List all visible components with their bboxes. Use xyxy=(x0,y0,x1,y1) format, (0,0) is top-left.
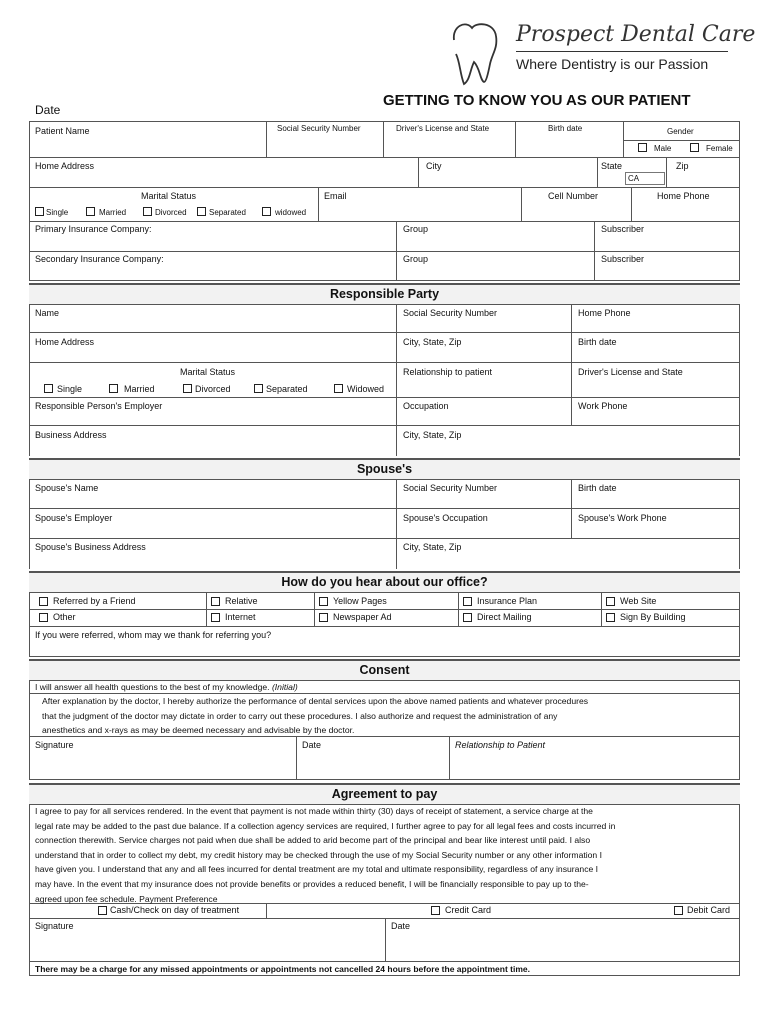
spouse-birth-label: Birth date xyxy=(578,483,617,493)
male-checkbox[interactable] xyxy=(638,143,647,152)
primary-insurance-label: Primary Insurance Company: xyxy=(35,224,152,234)
widowed-checkbox[interactable] xyxy=(262,207,271,216)
sign-building-checkbox[interactable] xyxy=(606,613,615,622)
col-divider xyxy=(521,187,522,221)
col-divider xyxy=(396,221,397,281)
referred-friend-checkbox[interactable] xyxy=(39,597,48,606)
widowed-label: widowed xyxy=(275,208,307,217)
agreement-date-label: Date xyxy=(391,921,411,931)
male-label: Male xyxy=(654,144,672,153)
responsible-party-header xyxy=(29,283,740,305)
spouse-title: Spouse's xyxy=(356,462,413,476)
agreement-signature-label: Signature xyxy=(35,921,74,931)
row-divider xyxy=(29,397,740,398)
row-divider xyxy=(29,187,740,188)
rp-divorced-checkbox[interactable] xyxy=(183,384,192,393)
row-divider xyxy=(29,251,740,252)
agreement-line: have given you. I understand that any and all fees incurred for dental treatment are my total and ultimate responsibility, regardless of any insurance I xyxy=(35,864,599,875)
rp-license-label: Driver's License and State xyxy=(578,367,683,377)
yellow-pages-label: Yellow Pages xyxy=(333,596,387,606)
col-divider xyxy=(623,121,624,157)
insurance-plan-checkbox[interactable] xyxy=(463,597,472,606)
web-site-checkbox[interactable] xyxy=(606,597,615,606)
gender-divider xyxy=(623,140,740,141)
consent-paragraph xyxy=(42,694,726,738)
other-checkbox[interactable] xyxy=(39,613,48,622)
agreement-line: legal rate may be added to the past due balance. If a collection agency services are required, I further agree to pay for all legal fees and costs incurred in xyxy=(35,820,616,831)
agreement-line: may have. In the event that my insurance does not provide benefits or provides a reduced benefit, I will be financially responsible to pay up to the- xyxy=(35,878,589,889)
patient-name-label: Patient Name xyxy=(35,126,90,136)
consent-initial-text: (Initial) xyxy=(271,682,298,692)
col-divider xyxy=(601,592,602,626)
relative-label: Relative xyxy=(225,596,258,606)
rp-city-label: City, State, Zip xyxy=(403,337,462,347)
col-divider xyxy=(396,304,397,456)
consent-header xyxy=(29,659,740,681)
missed-appointment-notice: There may be a charge for any missed appointments or appointments not cancelled 24 hours before the appointment time. xyxy=(35,964,530,974)
internet-label: Internet xyxy=(225,612,256,622)
cash-check-checkbox[interactable] xyxy=(98,906,107,915)
rp-separated-checkbox[interactable] xyxy=(254,384,263,393)
consent-para-line: anesthetics and x-rays as may be deemed necessary and advisable by the doctor. xyxy=(42,725,355,736)
newspaper-ad-checkbox[interactable] xyxy=(319,613,328,622)
single-checkbox[interactable] xyxy=(35,207,44,216)
date-label: Date xyxy=(35,103,61,117)
referral-header xyxy=(29,571,740,593)
separated-checkbox[interactable] xyxy=(197,207,206,216)
logo-tooth-icon xyxy=(440,18,510,86)
group-label-2: Group xyxy=(403,254,429,264)
rp-married-checkbox[interactable] xyxy=(109,384,118,393)
consent-signature-label: Signature xyxy=(35,740,74,750)
col-divider xyxy=(571,304,572,425)
agreement-line: connection therewith. Service charges not paid when due shall be added to arid become part of the principal and bear like interest until paid. I also xyxy=(35,835,591,846)
group-label: Group xyxy=(403,224,429,234)
col-divider xyxy=(383,121,384,157)
newspaper-ad-label: Newspaper Ad xyxy=(333,612,392,622)
subscriber-label-2: Subscriber xyxy=(601,254,645,264)
referral-thanks-question: If you were referred, whom may we thank for referring you? xyxy=(35,630,272,640)
row-divider xyxy=(29,508,740,509)
responsible-party-title: Responsible Party xyxy=(329,287,440,301)
col-divider xyxy=(631,187,632,221)
spouse-employer-label: Spouse's Employer xyxy=(35,513,113,523)
col-divider xyxy=(449,736,450,780)
col-divider xyxy=(385,918,386,961)
rp-work-phone-label: Work Phone xyxy=(578,401,628,411)
col-divider xyxy=(666,157,667,187)
home-address-label: Home Address xyxy=(35,161,95,171)
agreement-line: I agree to pay for all services rendered. In the event that payment is not made within thirty (30) days of receipt of statement, a service charge at the xyxy=(35,806,593,816)
form-title: GETTING TO KNOW YOU AS OUR PATIENT xyxy=(383,92,691,109)
spouse-header xyxy=(29,458,740,480)
direct-mailing-label: Direct Mailing xyxy=(477,612,532,622)
agreement-title: Agreement to pay xyxy=(331,787,438,801)
email-label: Email xyxy=(324,191,347,201)
credit-card-label: Credit Card xyxy=(445,905,492,915)
referred-friend-label: Referred by a Friend xyxy=(53,596,136,606)
consent-para-line: After explanation by the doctor, I hereby authorize the performance of dental services upon the above named patients and whatever procedures xyxy=(42,696,589,706)
rp-ssn-label: Social Security Number xyxy=(403,308,498,318)
rp-divorced-label: Divorced xyxy=(195,384,231,394)
col-divider xyxy=(314,592,315,626)
rp-home-phone-label: Home Phone xyxy=(578,308,631,318)
rp-widowed-label: Widowed xyxy=(347,384,385,394)
married-label: Married xyxy=(99,208,127,217)
sign-building-label: Sign By Building xyxy=(620,612,686,622)
rp-business-address-label: Business Address xyxy=(35,430,107,440)
consent-title: Consent xyxy=(359,663,410,677)
col-divider xyxy=(571,479,572,538)
relative-checkbox[interactable] xyxy=(211,597,220,606)
spouse-city-label: City, State, Zip xyxy=(403,542,462,552)
agreement-paragraph xyxy=(35,804,735,906)
consent-health-text: I will answer all health questions to the best of my knowledge. xyxy=(35,682,270,692)
marital-status-label: Marital Status xyxy=(141,191,197,201)
col-divider xyxy=(515,121,516,157)
rp-employer-label: Responsible Person's Employer xyxy=(35,401,163,411)
referral-title: How do you hear about our office? xyxy=(281,575,488,589)
consent-relationship-label: Relationship to Patient xyxy=(455,740,546,750)
rp-widowed-checkbox[interactable] xyxy=(334,384,343,393)
row-divider xyxy=(29,221,740,222)
brand-divider xyxy=(516,51,728,52)
row-divider xyxy=(29,157,740,158)
city-label: City xyxy=(426,161,442,171)
license-label: Driver's License and State xyxy=(396,124,490,133)
consent-date-label: Date xyxy=(302,740,322,750)
secondary-insurance-label: Secondary Insurance Company: xyxy=(35,254,164,264)
brand-tagline: Where Dentistry is our Passion xyxy=(516,56,709,72)
col-divider xyxy=(418,157,419,187)
rp-occupation-label: Occupation xyxy=(403,401,449,411)
row-divider xyxy=(29,362,740,363)
single-label: Single xyxy=(46,208,69,217)
row-divider xyxy=(29,425,740,426)
web-site-label: Web Site xyxy=(620,596,657,606)
agreement-line: understand that in order to collect my debt, my credit history may be checked through the use of my Social Security number or any other information I xyxy=(35,849,602,860)
rp-birth-label: Birth date xyxy=(578,337,617,347)
col-divider xyxy=(296,736,297,780)
spouse-name-label: Spouse's Name xyxy=(35,483,99,493)
row-divider xyxy=(29,332,740,333)
female-checkbox[interactable] xyxy=(690,143,699,152)
col-divider xyxy=(597,157,598,187)
consent-health-line xyxy=(35,682,298,692)
direct-mailing-checkbox[interactable] xyxy=(463,613,472,622)
col-divider xyxy=(206,592,207,626)
debit-card-label: Debit Card xyxy=(687,905,731,915)
married-checkbox[interactable] xyxy=(86,207,95,216)
internet-checkbox[interactable] xyxy=(211,613,220,622)
col-divider xyxy=(318,187,319,221)
gender-label: Gender xyxy=(667,127,694,136)
row-divider xyxy=(29,961,740,962)
insurance-plan-label: Insurance Plan xyxy=(477,596,538,606)
female-label: Female xyxy=(706,144,733,153)
brand-name: Prospect Dental Care xyxy=(516,22,756,47)
separated-label: Separated xyxy=(209,208,246,217)
rp-married-label: Married xyxy=(124,384,155,394)
state-field[interactable] xyxy=(625,172,665,185)
responsible-table xyxy=(29,304,740,456)
credit-card-checkbox[interactable] xyxy=(431,906,440,915)
spouse-work-phone-label: Spouse's Work Phone xyxy=(578,513,667,523)
rp-single-checkbox[interactable] xyxy=(44,384,53,393)
rp-separated-label: Separated xyxy=(266,384,308,394)
other-label: Other xyxy=(53,612,76,622)
agreement-line: agreed upon fee schedule. Payment Preference xyxy=(35,893,218,904)
state-label: State xyxy=(601,161,623,171)
ssn-label: Social Security Number xyxy=(277,124,361,133)
home-phone-label: Home Phone xyxy=(657,191,710,201)
row-divider xyxy=(29,538,740,539)
cell-number-label: Cell Number xyxy=(548,191,599,201)
rp-address-label: Home Address xyxy=(35,337,95,347)
spouse-ssn-label: Social Security Number xyxy=(403,483,498,493)
cash-check-label: Cash/Check on day of treatment xyxy=(110,905,240,915)
subscriber-label: Subscriber xyxy=(601,224,645,234)
row-divider xyxy=(29,626,740,627)
spouse-business-address-label: Spouse's Business Address xyxy=(35,542,146,552)
spouse-occupation-label: Spouse's Occupation xyxy=(403,513,488,523)
divorced-label: Divorced xyxy=(155,208,187,217)
debit-card-checkbox[interactable] xyxy=(674,906,683,915)
yellow-pages-checkbox[interactable] xyxy=(319,597,328,606)
col-divider xyxy=(458,592,459,626)
zip-label: Zip xyxy=(676,161,689,171)
divorced-checkbox[interactable] xyxy=(143,207,152,216)
rp-name-label: Name xyxy=(35,308,60,318)
col-divider xyxy=(594,221,595,281)
rp-marital-label: Marital Status xyxy=(180,367,236,377)
row-divider xyxy=(29,609,740,610)
col-divider xyxy=(396,479,397,569)
spouse-table xyxy=(29,479,740,569)
state-value: CA xyxy=(628,174,640,183)
birth-date-label: Birth date xyxy=(548,124,583,133)
rp-business-city-label: City, State, Zip xyxy=(403,430,462,440)
agreement-header xyxy=(29,783,740,805)
col-divider xyxy=(266,121,267,157)
consent-para-line: that the judgment of the doctor may dictate in order to carry out these procedures. I also authorize and request the administration of any xyxy=(42,710,558,721)
rp-relationship-label: Relationship to patient xyxy=(403,367,493,377)
rp-single-label: Single xyxy=(57,384,83,394)
